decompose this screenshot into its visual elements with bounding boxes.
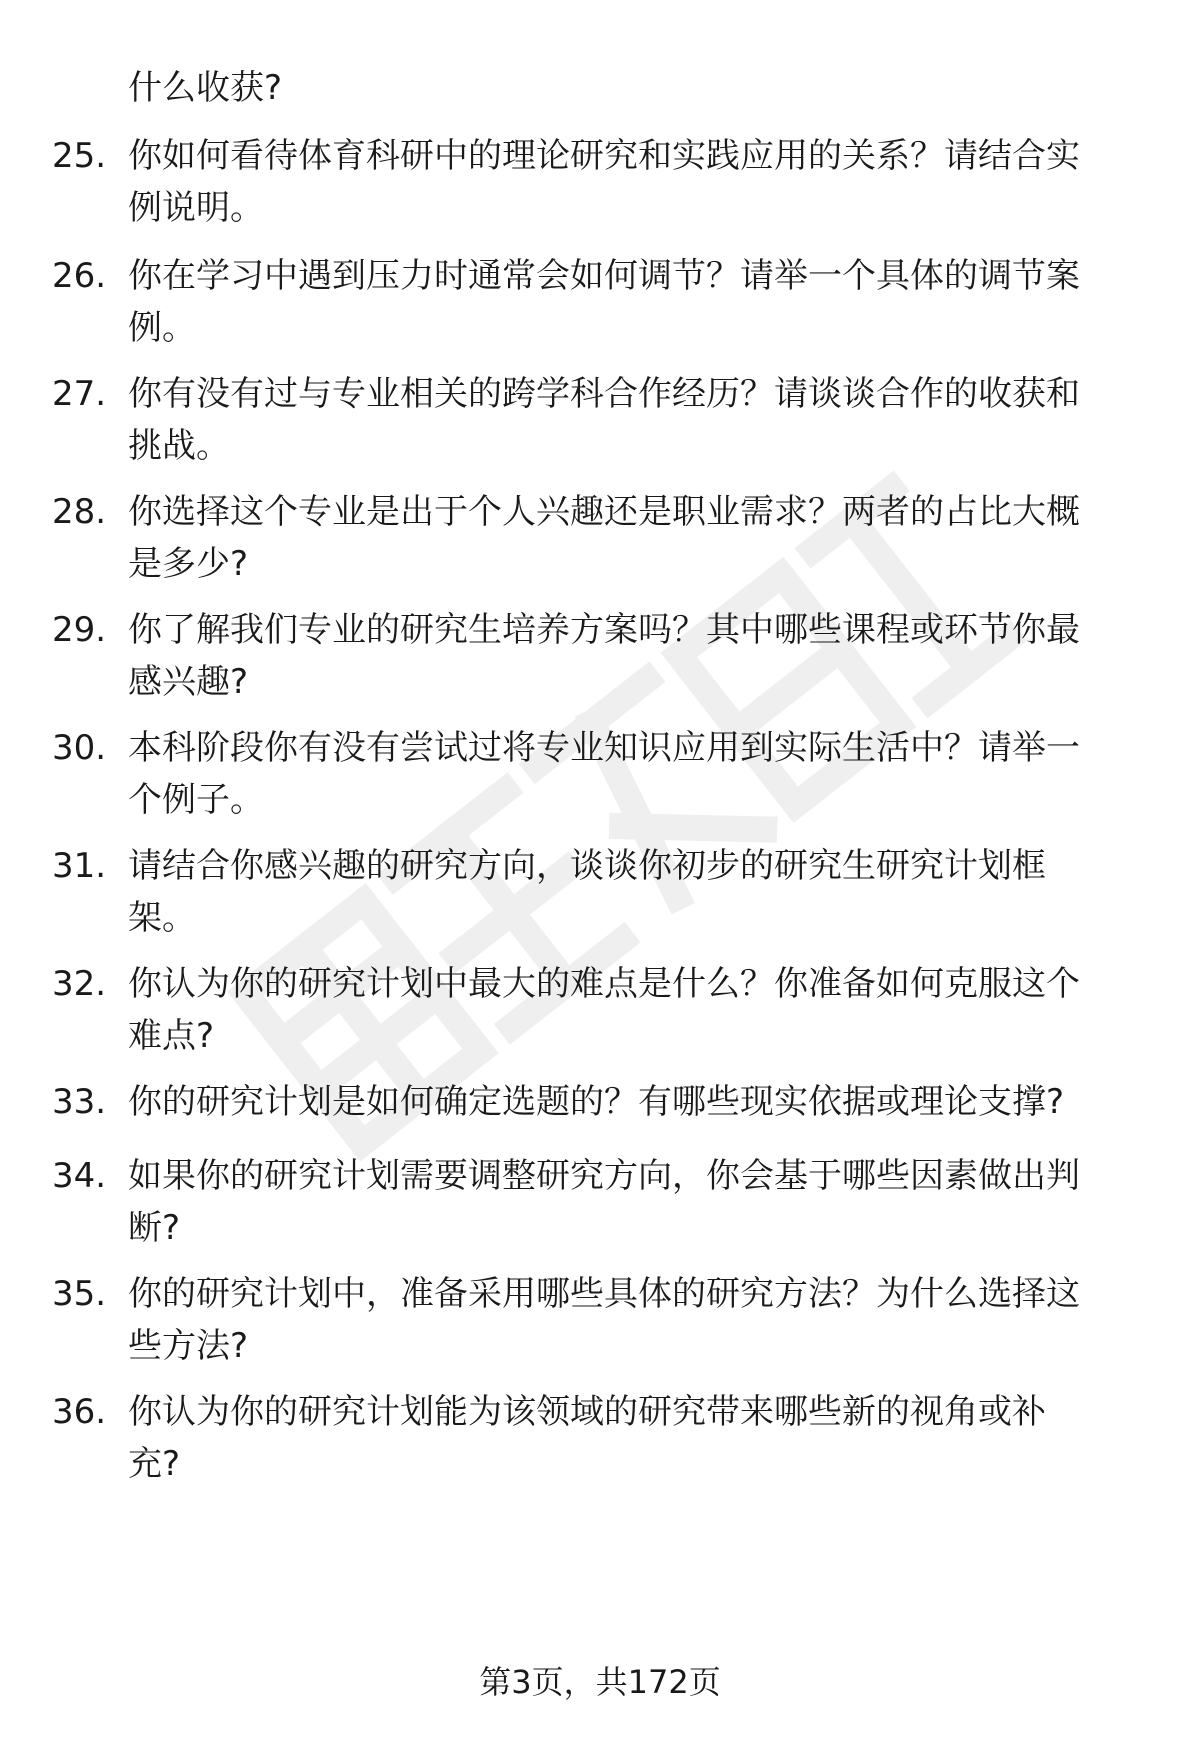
- question-line: 你了解我们专业的研究生培养方案吗？其中哪些课程或环节你最: [128, 610, 1080, 650]
- question-text: [128, 722, 1138, 826]
- question-number: 30.: [52, 728, 107, 768]
- question-line: 断?: [128, 1208, 181, 1248]
- question-line: 请结合你感兴趣的研究方向，谈谈你初步的研究生研究计划框: [128, 846, 1046, 886]
- question-text: [128, 250, 1138, 354]
- question-line: 你的研究计划是如何确定选题的？有哪些现实依据或理论支撑?: [128, 1082, 1065, 1122]
- question-line: 架。: [128, 898, 196, 938]
- question-number: 35.: [52, 1274, 107, 1314]
- question-number: 32.: [52, 964, 107, 1004]
- question-text: [128, 130, 1138, 234]
- question-line: 难点?: [128, 1016, 215, 1056]
- question-line: 例说明。: [128, 188, 264, 228]
- question-line: 些方法?: [128, 1326, 249, 1366]
- question-text: [128, 840, 1138, 944]
- question-text: [128, 486, 1138, 590]
- question-line: 你的研究计划中，准备采用哪些具体的研究方法？为什么选择这: [128, 1274, 1080, 1314]
- question-number: 31.: [52, 846, 107, 886]
- question-line: 例。: [128, 308, 196, 348]
- question-number: 28.: [52, 492, 107, 532]
- question-number: 33.: [52, 1082, 107, 1122]
- continuation-line: 什么收获?: [128, 68, 283, 108]
- question-number: 36.: [52, 1392, 107, 1432]
- question-line: 你认为你的研究计划中最大的难点是什么？你准备如何克服这个: [128, 964, 1080, 1004]
- question-number: 26.: [52, 256, 107, 296]
- question-line: 你有没有过与专业相关的跨学科合作经历？请谈谈合作的收获和: [128, 374, 1080, 414]
- question-line: 充?: [128, 1444, 181, 1484]
- question-number: 25.: [52, 136, 107, 176]
- question-line: 感兴趣?: [128, 662, 249, 702]
- question-text: [128, 1386, 1138, 1490]
- question-text: [128, 958, 1138, 1062]
- question-number: 27.: [52, 374, 107, 414]
- question-text: [128, 1076, 1138, 1128]
- page-footer: 第3页，共172页: [479, 1663, 721, 1701]
- question-line: 个例子。: [128, 780, 264, 820]
- question-line: 是多少?: [128, 544, 249, 584]
- question-text: [128, 368, 1138, 472]
- question-text: [128, 1268, 1138, 1372]
- question-number: 29.: [52, 610, 107, 650]
- question-line: 你如何看待体育科研中的理论研究和实践应用的关系？请结合实: [128, 136, 1080, 176]
- question-line: 如果你的研究计划需要调整研究方向，你会基于哪些因素做出判: [128, 1156, 1080, 1196]
- question-text: [128, 1150, 1138, 1254]
- question-text: [128, 604, 1138, 708]
- question-line: 你认为你的研究计划能为该领域的研究带来哪些新的视角或补: [128, 1392, 1046, 1432]
- question-line: 你选择这个专业是出于个人兴趣还是职业需求？两者的占比大概: [128, 492, 1080, 532]
- question-line: 本科阶段你有没有尝试过将专业知识应用到实际生活中？请举一: [128, 728, 1080, 768]
- question-number: 34.: [52, 1156, 107, 1196]
- question-line: 你在学习中遇到压力时通常会如何调节？请举一个具体的调节案: [128, 256, 1080, 296]
- question-line: 挑战。: [128, 426, 230, 466]
